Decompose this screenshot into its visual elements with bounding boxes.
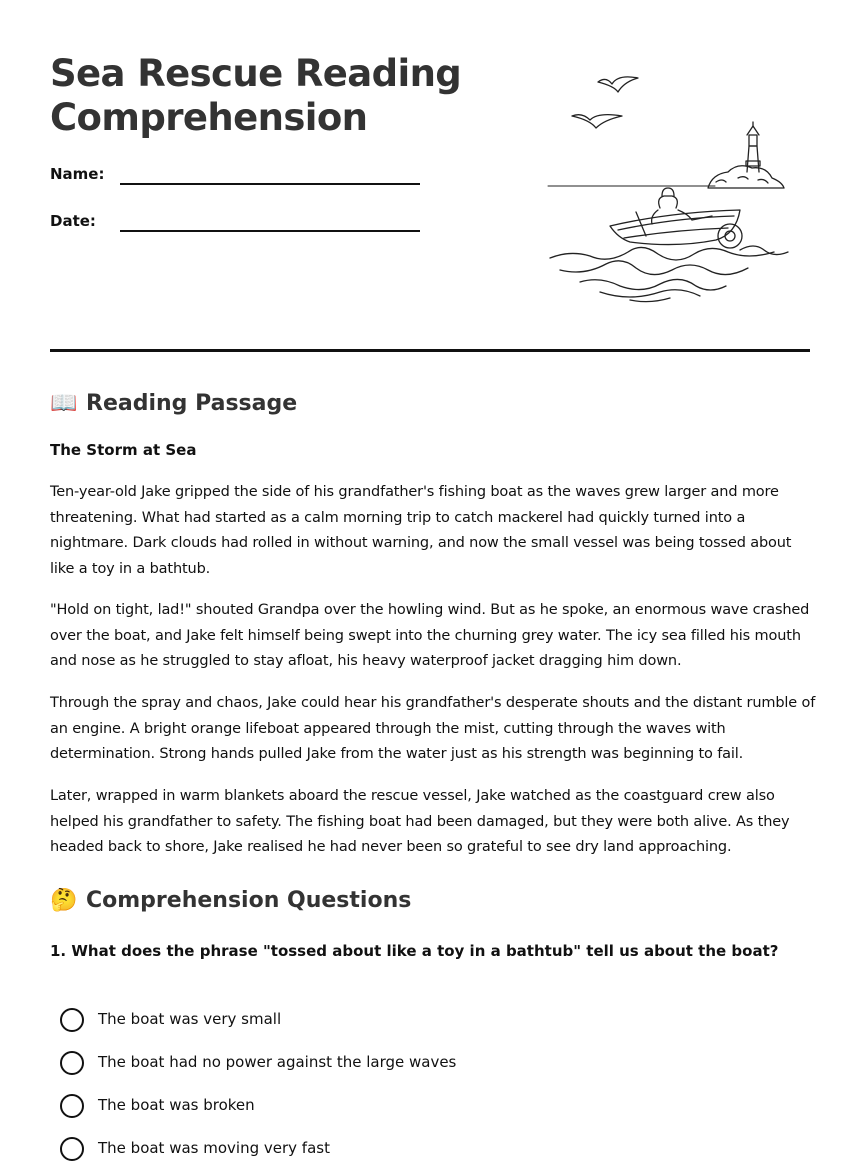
date-line[interactable] [120,230,420,232]
radio-button[interactable] [60,1094,84,1118]
lighthouse-icon [708,122,784,188]
name-line[interactable] [120,183,420,185]
thinking-face-icon: 🤔 [50,888,78,913]
seagull-icon [572,115,622,128]
rowboat-icon [610,188,740,245]
radio-button[interactable] [60,1008,84,1032]
option-1[interactable] [60,1008,760,1034]
seagull-icon [598,77,638,92]
date-label: Date: [50,212,96,230]
option-label: The boat was moving very fast [98,1139,330,1157]
passage-paragraph-1: Ten-year-old Jake gripped the side of his grandfather's fishing boat as the waves grew larger and more threatening. What had started as a calm morning trip to catch mackerel had quickly turned into a nightmare. Dark clouds had rolled in without warning, and now the small vessel was being tossed about like a toy in a bathtub. [50,484,792,578]
header-divider [50,349,810,352]
passage-paragraph-2: "Hold on tight, lad!" shouted Grandpa over the howling wind. But as he spoke, an enormous wave crashed over the boat, and Jake felt himself being swept into the churning grey water. The icy sea filled his mouth and nose as he struggled to stay afloat, his heavy waterproof jacket dragging him down. [50,602,810,670]
radio-button[interactable] [60,1051,84,1075]
reading-passage-heading [50,390,297,418]
name-field[interactable] [50,165,420,195]
option-label: The boat had no power against the large waves [98,1053,457,1071]
passage-title: The Storm at Sea [50,441,197,459]
option-3[interactable] [60,1094,760,1120]
waves-icon [550,246,788,302]
date-field[interactable] [50,212,420,242]
open-book-icon: 📖 [50,391,78,416]
radio-button[interactable] [60,1137,84,1161]
sea-rescue-illustration [540,60,800,310]
questions-heading-text: Comprehension Questions [86,888,412,913]
question-1: 1. What does the phrase "tossed about like a toy in a bathtub" tell us about the boat? [50,942,779,960]
page-title: Sea Rescue Reading Comprehension [50,52,462,139]
passage-paragraph-3: Through the spray and chaos, Jake could hear his grandfather's desperate shouts and the distant rumble of an engine. A bright orange lifeboat appeared through the mist, cutting through the waves with determination. Strong hands pulled Jake from the water just as his strength was beginning to fail. [50,695,816,763]
reading-heading-text: Reading Passage [86,391,298,416]
name-label: Name: [50,165,105,183]
option-2[interactable] [60,1051,760,1077]
option-label: The boat was very small [98,1010,282,1028]
passage-paragraph-4: Later, wrapped in warm blankets aboard the rescue vessel, Jake watched as the coastguard crew also helped his grandfather to safety. The fishing boat had been damaged, but they were both alive. As they headed back to shore, Jake realised he had never been so grateful to see dry land approaching. [50,788,790,856]
comprehension-questions-heading [50,887,411,915]
option-label: The boat was broken [98,1096,255,1114]
option-4[interactable] [60,1137,760,1163]
life-ring-icon [718,224,742,248]
